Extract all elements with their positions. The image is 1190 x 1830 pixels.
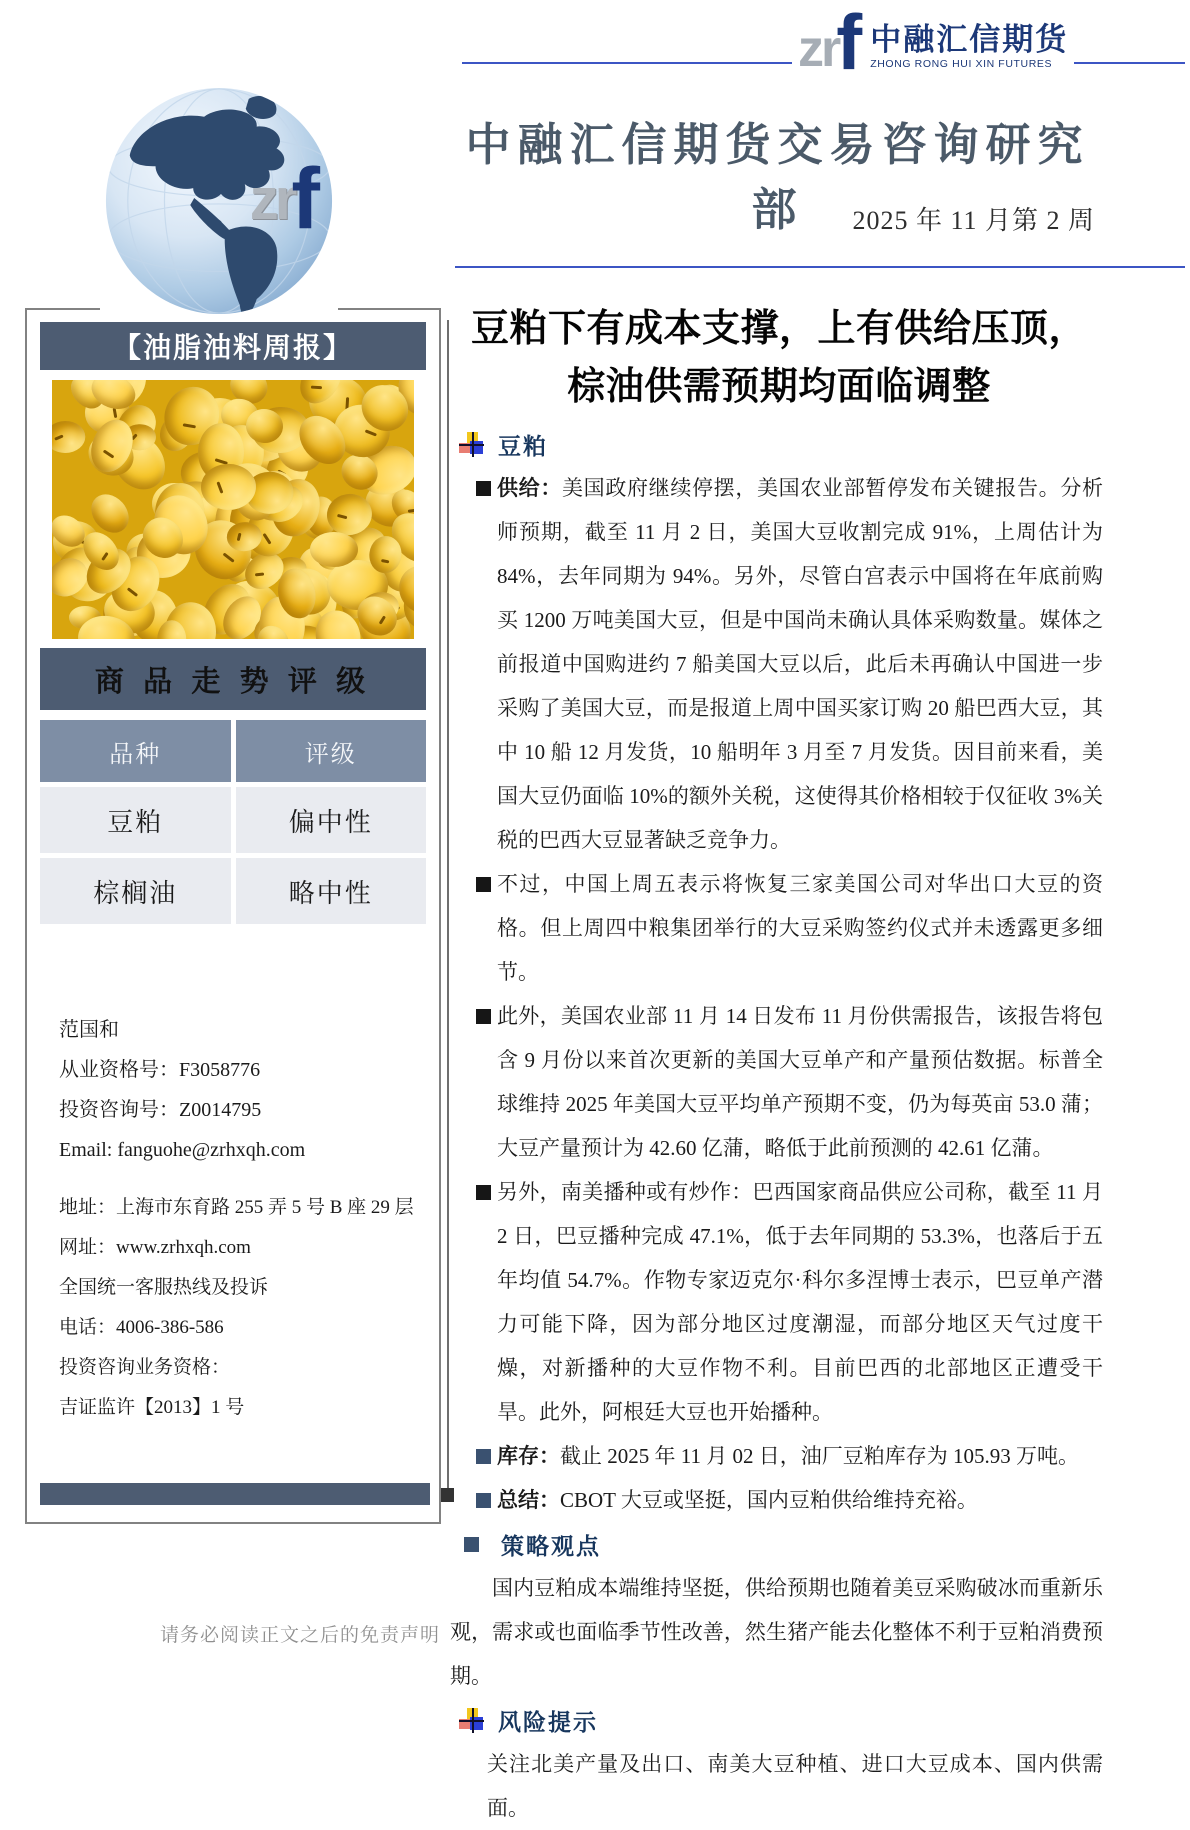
content-divider-line <box>447 320 449 1490</box>
analyst-info <box>59 1010 429 1170</box>
rating-header-rating: 评级 <box>236 720 427 782</box>
sidebar-text-line: 投资咨询号：Z0014795 <box>59 1099 262 1121</box>
rating-table-header-row <box>40 720 426 782</box>
rating-table-row <box>40 787 426 853</box>
bullet-square-icon <box>476 481 491 496</box>
rating-cell-variety: 棕榈油 <box>40 858 231 924</box>
section-marker-icon <box>459 1708 484 1733</box>
company-name-en: ZHONG RONG HUI XIN FUTURES <box>870 58 1053 71</box>
logo-f-text: f <box>836 0 863 86</box>
rating-cell-variety: 豆粕 <box>40 787 231 853</box>
sidebar-panel <box>25 308 441 1524</box>
rating-table <box>40 720 426 924</box>
report-badge: 【油脂油料周报】 <box>40 322 426 370</box>
contact-info <box>59 1188 434 1428</box>
rating-header-variety: 品种 <box>40 720 231 782</box>
square-bullet-icon <box>464 1537 479 1552</box>
rating-banner: 商 品 走 势 评 级 <box>40 648 426 710</box>
rating-table-row <box>40 858 426 924</box>
sidebar-text-line: Email: fanguohe@zrhxqh.com <box>59 1139 306 1161</box>
sidebar-text-line: 网址：www.zrhxqh.com <box>59 1237 251 1258</box>
disclaimer-note: 请务必阅读正文之后的免责声明 <box>159 1625 440 1646</box>
bullet-item: 此外，美国农业部 11 月 14 日发布 11 月份供需报告，该报告将包含 9 月份以来首次更新的美国大豆单产和产量预估数据。标普全球维持 2025 年美国大豆平均单产预期不变，仍为每英亩 53.0 蒲；大豆产量预计为 42.60 亿蒲，略低于此前预测的 42.61 亿蒲。 <box>455 994 1103 1170</box>
bullet-square-icon <box>476 877 491 892</box>
section-header-strategy <box>455 1522 1103 1566</box>
sidebar-text-line: 范国和 <box>59 1019 119 1041</box>
bullet-square-icon <box>476 1449 491 1464</box>
risk-paragraph: 关注北美产量及出口、南美大豆种植、进口大豆成本、国内供需面。 <box>487 1752 1103 1820</box>
issue-week: 2025 年 11 月第 2 周 <box>852 206 1095 235</box>
bullet-square-icon <box>476 1009 491 1024</box>
sidebar-text-line: 电话：4006-386-586 <box>59 1317 224 1338</box>
bullet-item: 另外，南美播种或有炒作：巴西国家商品供应公司称，截至 11 月 2 日，巴豆播种完成 47.1%，低于去年同期的 53.3%，也落后于五年均值 54.7%。作物专家迈克尔·科尔多涅博士表示，巴豆单产潜力可能下降，因为部分地区过度潮湿，而部分地区天气过度干燥，对新播种的大豆作物不利。目前巴西的北部地区正遭受干旱。此外，阿根廷大豆也开始播种。 <box>455 1170 1103 1434</box>
section-title: 豆粕 <box>498 433 548 459</box>
rating-cell-rating: 略中性 <box>236 858 427 924</box>
department-title: 中融汇信期货交易咨询研究部 <box>465 120 1090 235</box>
sidebar-text-line: 全国统一客服热线及投诉 <box>59 1277 269 1298</box>
risk-title: 风险提示 <box>498 1709 598 1735</box>
bullet-item: 库存：截止 2025 年 11 月 02 日，油厂豆粕库存为 105.93 万吨。 <box>455 1434 1103 1478</box>
globe-logo-icon <box>100 80 338 320</box>
bullet-list <box>455 466 1103 1522</box>
bullet-square-icon <box>476 1185 491 1200</box>
sidebar-text-line: 投资咨询业务资格： <box>59 1357 231 1378</box>
main-content <box>450 266 1103 1830</box>
strategy-paragraph: 国内豆粕成本端维持坚挺，供给预期也随着美豆采购破冰而重新乐观，需求或也面临季节性改善，然生猪产能去化整体不利于豆粕消费预期。 <box>450 1576 1103 1688</box>
logo-zr-text: zr <box>798 19 839 78</box>
sidebar-bottom-bar <box>40 1483 430 1505</box>
bullet-square-icon <box>476 1493 491 1508</box>
sidebar-text-line: 吉证监许【2013】1 号 <box>59 1397 245 1418</box>
bullet-item: 总结：CBOT 大豆或坚挺，国内豆粕供给维持充裕。 <box>455 1478 1103 1522</box>
bullet-item: 供给：美国政府继续停摆，美国农业部暂停发布关键报告。分析师预期，截至 11 月 2 日，美国大豆收割完成 91%，上周估计为 84%，去年同期为 94%。另外，尽管白宫表示中国将在年底前购买 1200 万吨美国大豆，但是中国尚未确认具体采购数量。媒体之前报道中国购进约 7 船美国大豆以后，此后未再确认中国进一步采购了美国大豆，而是报道上周中国买家订购 20 船巴西大豆，其中 10 船 12 月发货，10 船明年 3 月至 7 月发货。因目前来看，美国大豆仍面临 10%的额外关税，这使得其价格相较于仅征收 3%关税的巴西大豆显著缺乏竞争力。 <box>455 466 1103 862</box>
rating-table-body <box>40 787 426 924</box>
soybeans-photo <box>52 380 414 639</box>
section-marker-icon <box>459 432 484 457</box>
company-logo <box>792 0 1074 86</box>
globe-zrf-watermark: zr f <box>249 151 320 248</box>
sidebar-text-line: 从业资格号：F3058776 <box>59 1059 261 1081</box>
section-header-risk <box>455 1698 1103 1742</box>
sidebar-text-line: 地址：上海市东育路 255 弄 5 号 B 座 29 层 <box>59 1197 414 1218</box>
company-name-cn: 中融汇信期货 <box>870 21 1069 57</box>
rating-cell-rating: 偏中性 <box>236 787 427 853</box>
strategy-title: 策略观点 <box>501 1533 601 1559</box>
report-headline: 豆粕下有成本支撑，上有供给压顶，棕油供需预期均面临调整 <box>470 308 1087 408</box>
section-header-soymeal <box>455 422 1103 466</box>
divider-end-cap <box>440 1488 454 1502</box>
bullet-item: 不过，中国上周五表示将恢复三家美国公司对华出口大豆的资格。但上周四中粮集团举行的大豆采购签约仪式并未透露更多细节。 <box>455 862 1103 994</box>
